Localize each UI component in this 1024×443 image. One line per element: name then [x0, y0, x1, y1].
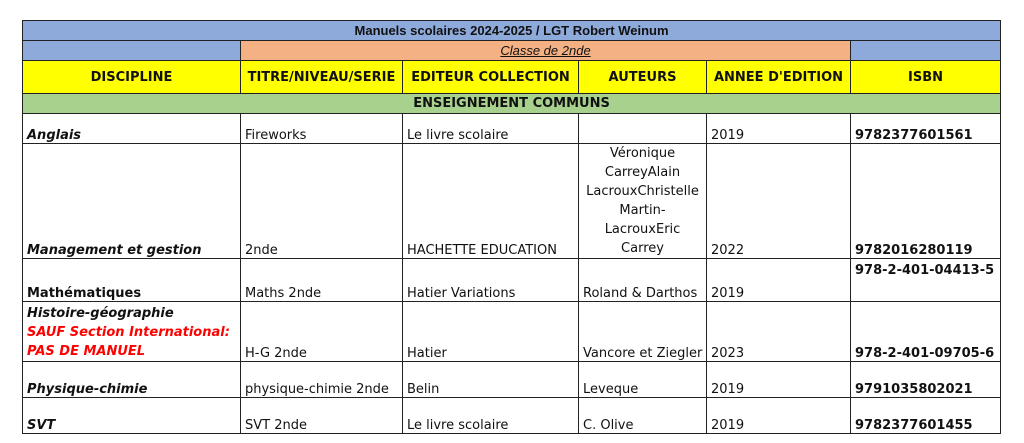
auteurs-cell: Vancore et Ziegler: [579, 302, 707, 362]
titre-cell: 2nde: [241, 144, 403, 259]
auteurs-cell: [579, 144, 707, 259]
classe-row: [23, 41, 1001, 61]
header-annee: ANNEE D'EDITION: [707, 61, 851, 94]
annee-cell: 2019: [707, 259, 851, 302]
discipline-cell: Management et gestion: [23, 144, 241, 259]
table-row: [23, 362, 1001, 398]
header-discipline: DISCIPLINE: [23, 61, 241, 94]
titre-cell: Fireworks: [241, 114, 403, 144]
annee-cell: 2019: [707, 398, 851, 434]
section-label: ENSEIGNEMENT COMMUNS: [23, 94, 1001, 114]
header-titre: TITRE/NIVEAU/SERIE: [241, 61, 403, 94]
table-row: [23, 144, 1001, 259]
annee-cell: 2023: [707, 302, 851, 362]
header-isbn: ISBN: [851, 61, 1001, 94]
blank-cell: [23, 41, 241, 61]
classe-label: Classe de 2nde: [241, 41, 851, 61]
author-line: Carrey: [621, 241, 664, 256]
author-line: LacrouxChristelle: [586, 184, 699, 199]
editeur-cell: Hatier Variations: [403, 259, 579, 302]
header-row: [23, 61, 1001, 94]
author-line: Martin-LacrouxEric: [604, 203, 681, 237]
discipline-cell: Mathématiques: [23, 259, 241, 302]
auteurs-cell: C. Olive: [579, 398, 707, 434]
isbn-cell: 9782016280119: [851, 144, 1001, 259]
author-line: Véronique: [609, 146, 676, 161]
editeur-cell: Hatier: [403, 302, 579, 362]
table-row: [23, 398, 1001, 434]
discipline-cell: [23, 302, 241, 362]
sheet-title: Manuels scolaires 2024-2025 / LGT Robert Weinum: [23, 21, 1001, 41]
table-row: [23, 302, 1001, 362]
discipline-cell: SVT: [23, 398, 241, 434]
auteurs-cell: Roland & Darthos: [579, 259, 707, 302]
discipline-cell: Anglais: [23, 114, 241, 144]
isbn-cell: 978-2-401-09705-6: [851, 302, 1001, 362]
table-row: [23, 259, 1001, 302]
editeur-cell: Belin: [403, 362, 579, 398]
titre-cell: H-G 2nde: [241, 302, 403, 362]
editeur-cell: Le livre scolaire: [403, 114, 579, 144]
titre-cell: physique-chimie 2nde: [241, 362, 403, 398]
discipline-cell: Physique-chimie: [23, 362, 241, 398]
table-row: [23, 114, 1001, 144]
title-row: [23, 21, 1001, 41]
titre-cell: SVT 2nde: [241, 398, 403, 434]
section-row: [23, 94, 1001, 114]
auteurs-cell: Leveque: [579, 362, 707, 398]
editeur-cell: HACHETTE EDUCATION: [403, 144, 579, 259]
author-line: CarreyAlain: [604, 165, 681, 180]
titre-cell: Maths 2nde: [241, 259, 403, 302]
editeur-cell: Le livre scolaire: [403, 398, 579, 434]
auteurs-cell: [579, 114, 707, 144]
isbn-cell: 9782377601561: [851, 114, 1001, 144]
warning-note: SAUF Section International:: [27, 325, 230, 340]
annee-cell: 2019: [707, 362, 851, 398]
warning-note: PAS DE MANUEL: [27, 344, 146, 359]
header-auteurs: AUTEURS: [579, 61, 707, 94]
isbn-cell: 9791035802021: [851, 362, 1001, 398]
blank-cell: [851, 41, 1001, 61]
annee-cell: 2019: [707, 114, 851, 144]
header-editeur: EDITEUR COLLECTION: [403, 61, 579, 94]
textbook-table: [22, 20, 1001, 434]
discipline-name: Histoire-géographie: [27, 306, 174, 321]
isbn-cell: 9782377601455: [851, 398, 1001, 434]
annee-cell: 2022: [707, 144, 851, 259]
isbn-cell: 978-2-401-04413-5: [851, 259, 1001, 302]
